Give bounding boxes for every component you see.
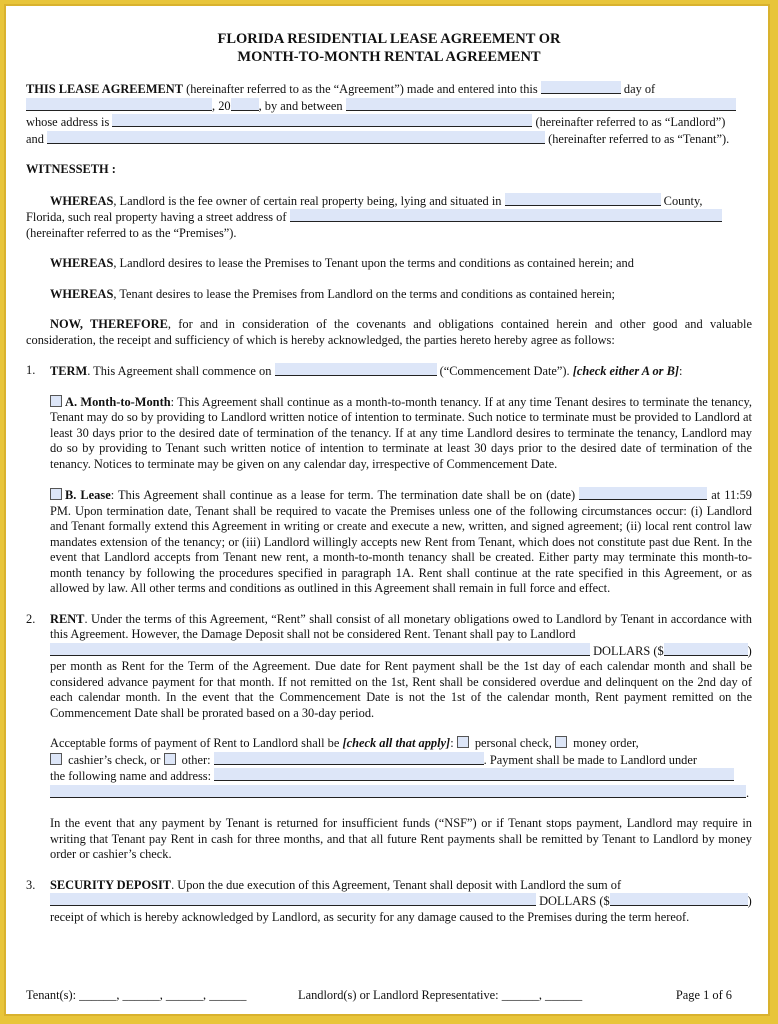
whereas-3: WHEREAS, Tenant desires to lease the Premises from Landlord on the terms and conditions as contained herein; xyxy=(50,286,615,301)
intro-lead: THIS LEASE AGREEMENT xyxy=(26,82,183,96)
other-payment-field[interactable] xyxy=(214,752,484,765)
rent-amount-field[interactable] xyxy=(664,643,748,656)
cashiers-check-checkbox[interactable] xyxy=(50,753,62,765)
deposit-amount-words-field[interactable] xyxy=(50,893,536,906)
nsf-paragraph: In the event that any payment by Tenant is returned for insufficient funds (“NSF”) or if Tenant stops payment, Landlord may require in writing that Tenant pay Rent in cash for three months, and that all future Rent payments shall be remitted by Tenant to Landlord by money order or cashier’s check. xyxy=(50,816,752,861)
section-term: 1. TERM. This Agreement shall commence on (“Commencement Date”). [check either A or B]: xyxy=(26,363,683,378)
tenant-name-field[interactable] xyxy=(47,131,545,144)
whereas-2: WHEREAS, Landlord desires to lease the Premises to Tenant upon the terms and conditions as contained herein; and xyxy=(50,256,634,270)
title-line-1: FLORIDA RESIDENTIAL LEASE AGREEMENT OR xyxy=(217,31,561,47)
document-page xyxy=(4,4,770,1016)
month-to-month-checkbox[interactable] xyxy=(50,395,62,407)
other-payment-checkbox[interactable] xyxy=(164,753,176,765)
page-footer xyxy=(26,988,752,1003)
intro-paragraph: THIS LEASE AGREEMENT (hereinafter referred to as the “Agreement”) made and entered into this day of , 20 , by and between whose address is (hereinafter referred to as “Landlord”) and (hereinafter referred to as “Tenant”). xyxy=(26,81,752,147)
payment-forms: Acceptable forms of payment of Rent to Landlord shall be [check all that apply]: personal check, money order, cashier’s check, or other: . Payment shall be made to Landlord under the following name and address: . xyxy=(50,736,750,800)
day-field[interactable] xyxy=(541,81,621,94)
termination-date-field[interactable] xyxy=(579,487,707,500)
deposit-amount-field[interactable] xyxy=(610,893,748,906)
county-field[interactable] xyxy=(505,193,661,206)
landlord-initials: Landlord(s) or Landlord Representative: ______, ______ xyxy=(298,988,583,1002)
page-number: Page 1 of 6 xyxy=(675,988,732,1002)
section-security-deposit: 3. SECURITY DEPOSIT. Upon the due execution of this Agreement, Tenant shall deposit with Landlord the sum of DOLLARS ($ ) receipt of which is hereby acknowledged by Landlord, as security for any damage caused to the Premises during the term hereof. xyxy=(26,877,752,924)
payee-name-field[interactable] xyxy=(214,768,734,781)
lease-checkbox[interactable] xyxy=(50,488,62,500)
personal-check-checkbox[interactable] xyxy=(457,736,469,748)
tenant-initials: Tenant(s): ______, ______, ______, ______ xyxy=(26,988,247,1002)
now-therefore: NOW, THEREFORE, for and in consideration of the covenants and obligations contained herein and other good and valuable consideration, the receipt and sufficiency of which is hereby acknowledged, the parties hereto hereby agree as follows: xyxy=(26,317,752,347)
rent-amount-words-field[interactable] xyxy=(50,643,590,656)
premises-address-field[interactable] xyxy=(290,209,722,222)
commencement-date-field[interactable] xyxy=(275,363,437,376)
month-field[interactable] xyxy=(26,98,212,111)
witnesseth-heading: WITNESSETH : xyxy=(26,162,116,176)
payee-address-field[interactable] xyxy=(50,785,746,798)
year-field[interactable] xyxy=(231,98,259,111)
section-rent: 2. RENT. Under the terms of this Agreement, “Rent” shall consist of all monetary obligations owed to Landlord by Tenant in accordance with this Agreement. However, the Damage Deposit shall not be considered Rent. Tenant shall pay to Landlord DOLLARS ($ ) per month as Rent for the Term of the Agreement. Due date for Rent payment shall be the 1st day of each calendar month and shall be considered advance payment for that month. If not remitted on the 1st, Rent shall be considered overdue and delinquent on the 2nd day of each calendar month. In the event that the Commencement Date is not the 1st of the calendar month, Rent payment remitted on the Commencement Date shall be prorated based on a 30-day period. xyxy=(26,611,752,720)
landlord-address-field[interactable] xyxy=(112,114,532,127)
term-option-a: A. Month-to-Month: This Agreement shall continue as a month-to-month tenancy. If at any time Tenant desires to terminate the tenancy, Tenant may do so by providing to Landlord written notice of intention to terminate. Such notice to terminate must be provided to Landlord at least 30 days prior to the desired date of termination of the tenancy. If at any time Landlord desires to terminate the tenancy, Landlord may do so by providing to Tenant such written notice of intention to terminate at least 30 days prior to the desired date of termination of the tenancy. Notices to terminate may be given on any calendar day, irrespective of Commencement Date. xyxy=(50,394,752,471)
landlord-name-field[interactable] xyxy=(346,98,736,111)
document-body xyxy=(26,30,752,925)
title-line-2: MONTH-TO-MONTH RENTAL AGREEMENT xyxy=(237,49,541,65)
whereas-1: WHEREAS, Landlord is the fee owner of certain real property being, lying and situated in County, Florida, such real property having a street address of (hereinafter referred to as the “Premises”). xyxy=(26,193,752,242)
money-order-checkbox[interactable] xyxy=(555,736,567,748)
term-option-b: B. Lease: This Agreement shall continue as a lease for term. The termination date shall be on (date) at 11:59 PM. Upon termination date, Tenant shall be required to vacate the Premises unless one of the following circumstances occur: (i) Landlord and Tenant formally extend this Agreement in writing or create and execute a new, written, and signed agreement; (ii) local rent control law mandates extension of the tenancy; or (iii) Landlord willingly accepts new Rent from Tenant, which does not constitute past due Rent. In the event that Landlord accepts from Tenant new rent, a month-to-month tenancy shall be created. Either party may terminate this month-to-month tenancy by following the procedures specified in paragraph 1A. Rent shall continue at the rate specified in this Agreement, or as allowed by law. All other terms and conditions as outlined in this Agreement shall remain in full force and effect. xyxy=(50,488,752,595)
